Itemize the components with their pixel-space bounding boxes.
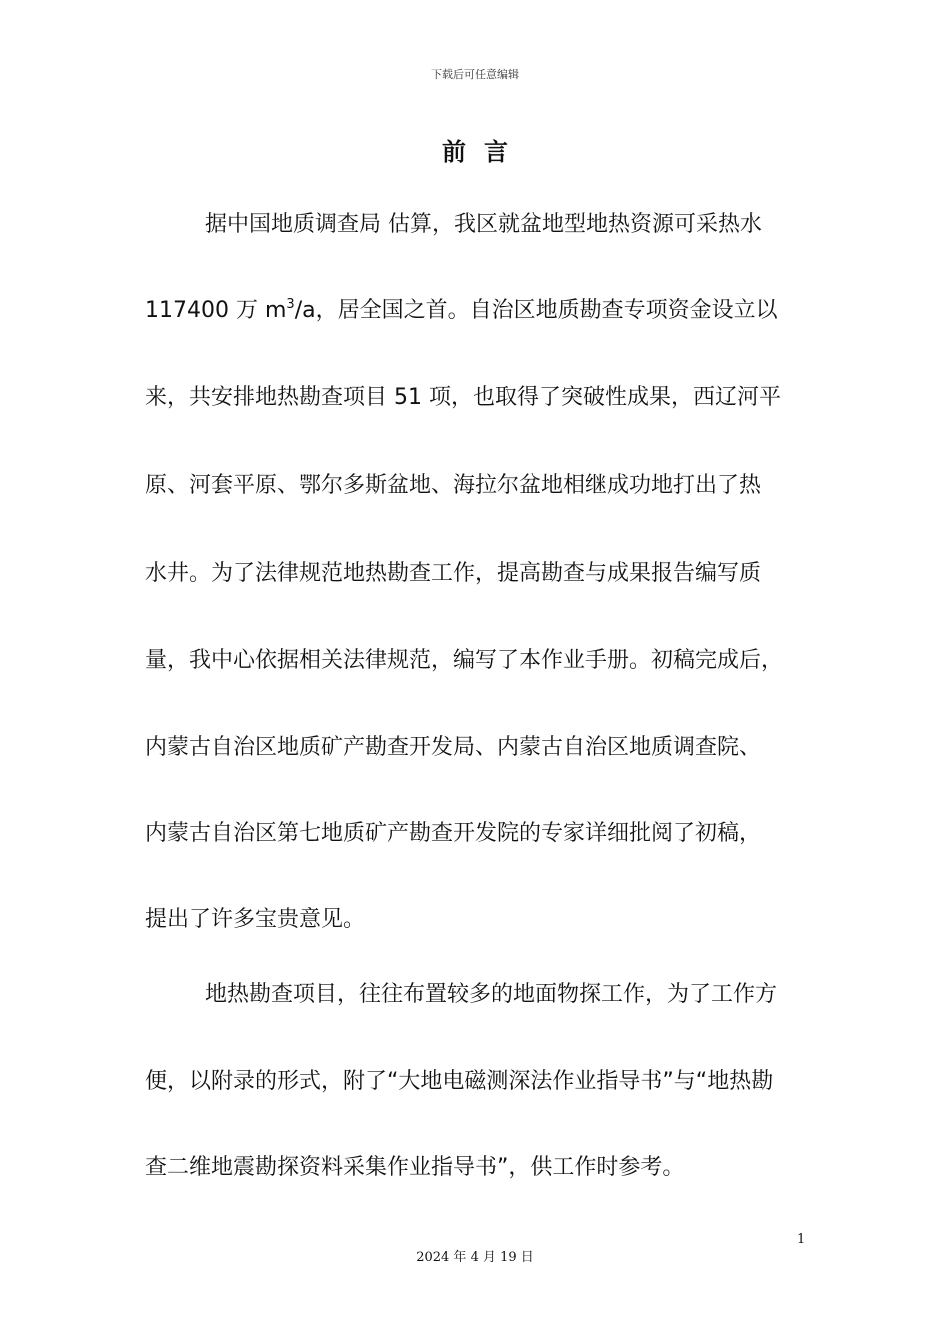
line-continuation: /a，居全国之首。自治区地质勘查专项资金设立以 bbox=[294, 298, 778, 323]
paragraph-2-line-1: 地热勘查项目，往往布置较多的地面物探工作，为了工作方 bbox=[205, 982, 778, 1007]
superscript: 3 bbox=[286, 297, 295, 312]
paragraph-2-line-3: 查二维地震勘探资料采集作业指导书”，供工作时参考。 bbox=[145, 1155, 685, 1180]
paragraph-1-line-2 bbox=[145, 297, 778, 328]
paragraph-1-line-9: 提出了许多宝贵意见。 bbox=[145, 907, 366, 932]
page-number: 1 bbox=[797, 1232, 806, 1247]
paragraph-1-line-3: 来，共安排地热勘查项目 51 项，也取得了突破性成果，西辽河平 bbox=[145, 385, 781, 410]
quantity-value: 117400 万 m bbox=[145, 298, 287, 323]
paragraph-1-line-4: 原、河套平原、鄂尔多斯盆地、海拉尔盆地相继成功地打出了热 bbox=[145, 473, 762, 498]
paragraph-2-line-2: 便，以附录的形式，附了“大地电磁测深法作业指导书”与“地热勘 bbox=[145, 1069, 774, 1094]
footer-date: 2024 年 4 月 19 日 bbox=[416, 1250, 534, 1265]
paragraph-1-line-7: 内蒙古自治区地质矿产勘查开发局、内蒙古自治区地质调查院、 bbox=[145, 735, 762, 760]
paragraph-1-line-6: 量，我中心依据相关法律规范，编写了本作业手册。初稿完成后， bbox=[145, 648, 784, 673]
paragraph-1-line-5: 水井。为了法律规范地热勘查工作，提高勘查与成果报告编写质 bbox=[145, 561, 762, 586]
page-title: 前言 bbox=[442, 138, 526, 166]
paragraph-1-line-1: 据中国地质调查局 估算，我区就盆地型地热资源可采热水 bbox=[205, 212, 762, 237]
paragraph-1-line-8: 内蒙古自治区第七地质矿产勘查开发院的专家详细批阅了初稿， bbox=[145, 821, 762, 846]
header-note: 下载后可任意编辑 bbox=[431, 68, 519, 81]
